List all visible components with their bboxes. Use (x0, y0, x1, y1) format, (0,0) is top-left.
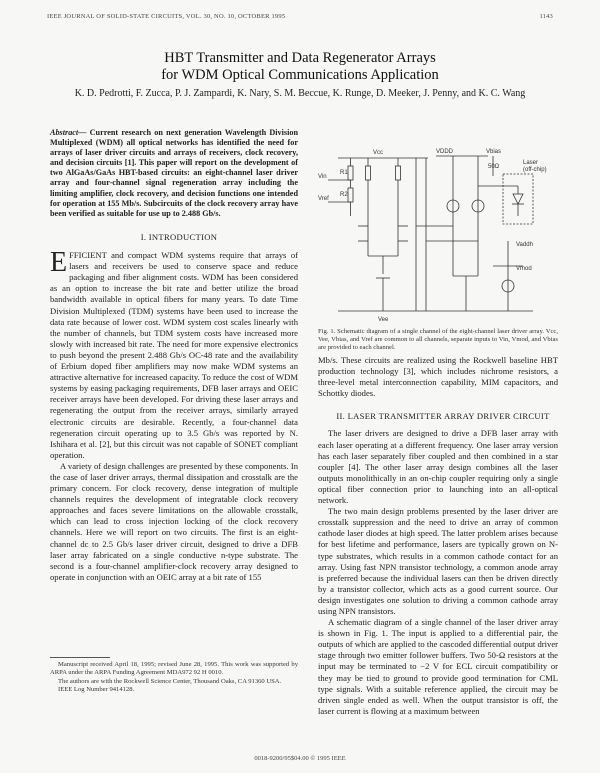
intro-paragraph-2: A variety of design challenges are presented by these components. In the case of laser driver arrays, thermal dissipation and crosstalk are the primary concern. For clock recovery, dense integration of multiple channels requires the development of integratable clock recovery approaches and faces severe limitations on the allowable crosstalk, which can lead to cross injection locking of the clock recovery channels. Here we will report on two circuits. The first is an eight-channel dc to 2.5 Gb/s laser driver circuit, designed to drive a DFB laser array fabricated on a single conductive n-type substrate. The second is a four-channel amplifier-clock recovery array designed to operate in conjunction with an OEIC array at a bit rate of 155 (50, 460, 298, 582)
footnote-manuscript: Manuscript received April 18, 1995; revised June 28, 1995. This work was supported by ARPA under the ARPA Funding Agreement MDA972 92 H 0010. (50, 661, 298, 677)
author-list: K. D. Pedrotti, F. Zucca, P. J. Zampardi, K. Nary, S. M. Beccue, K. Runge, D. Meeker, J. Penny, and K. C. Wang (74, 88, 526, 99)
footnote-affiliation: The authors are with the Rockwell Science Center, Thousand Oaks, CA 91360 USA. (58, 677, 282, 685)
footnotes (50, 661, 298, 695)
copyright-line: 0018-9200/95$04.00 © 1995 IEEE (254, 755, 346, 762)
label-vref: Vref (318, 196, 329, 202)
left-column (50, 232, 298, 583)
label-r1: R1 (340, 170, 348, 176)
title-line-2: for WDM Optical Communications Application (161, 67, 439, 83)
label-vmod: Vmod (516, 266, 532, 272)
title-line-1: HBT Transmitter and Data Regenerator Arrays (164, 50, 436, 66)
label-vddd: VDDD (436, 149, 454, 155)
load-resistor-2 (396, 166, 401, 180)
label-vaddh: Vaddh (516, 242, 533, 248)
label-vbias: Vbias (486, 149, 502, 155)
section-2-heading: II. LASER TRANSMITTER ARRAY DRIVER CIRCUIT (336, 411, 550, 422)
intro-heading: I. INTRODUCTION (140, 232, 218, 242)
drop-cap: E (50, 247, 68, 279)
input-resistor-2 (348, 188, 353, 202)
running-header (47, 13, 553, 20)
abstract-text: Current research on next generation Wavelength Division Multiplexed (WDM) all optical networks has identified the need for arrays of laser driver circuits and arrays of receivers, clock recovery, and decision circuits [1]. This paper will report on the development of two AlGaAs/GaAs HBT-based circuits: an eight-channel laser driver array and four-channel signal regeneration array including the limiting amplifier, clock recovery, and decision functions one intended for operation at 155 Mb/s. Subcircuits of the clock recovery array have been verified as suitable for use up to 2.488 Gb/s. (50, 128, 298, 218)
label-laser: Laser (523, 160, 539, 166)
section-2-paragraph-3: A schematic diagram of a single channel of the laser driver array is shown in Fig. 1. The input is applied to a differential pair, the outputs of which are applied to the cascoded differential output driver stage through two emitter follower buffers. Two 50-Ω resistors at the input may be terminated to −2 V for ECL circuit compatibility or they may be tied to ground to provide good termination for CML type signals. With a suitable reference applied, the circuit may be driven single ended as well. When the output transistor is off, the laser current is flowing at a maximum between (318, 617, 558, 716)
fig1-caption: Fig. 1. Schematic diagram of a single channel of the eight-channel laser driver array. Vcc, Vee, Vbias, and Vref are common to all channels, separate inputs to Vin, Vmod, and Vbias are provided to each channel. (318, 328, 558, 352)
label-vin: Vin (318, 174, 327, 180)
footnote-log-number: IEEE Log Number 9414128. (58, 686, 135, 694)
paper-title (0, 50, 600, 84)
laser-diode-symbol (513, 194, 523, 204)
footnote-rule (50, 657, 110, 658)
abstract-label: Abstract— (50, 128, 87, 137)
right-column (318, 355, 558, 717)
abstract (50, 128, 298, 219)
label-vee: Vee (378, 317, 389, 323)
section-2-paragraph-2: The two main design problems presented by the laser driver are crosstalk suppression and the need to drive an array of common cathode laser diodes at high speed. The latter problem arises because for best lifetime and performance, lasers are typically grown on N-type substrates, which results in a common cathode contact for an array. Using fast NPN transistor technology, a common anode array is preferred because the individual lasers can then be driven directly by a transistor collector, which acts as a good current source. Our design investigates one solution to driving a common cathode array using NPN transistors. (318, 506, 558, 616)
fig1-schematic (318, 146, 556, 324)
intro-continuation: Mb/s. These circuits are realized using the Rockwell baseline HBT production technology [3], which includes nichrome resistors, a three-level metal interconnection capability, MIM capacitors, and Schottky diodes. (318, 355, 558, 399)
laser-offchip-box (503, 174, 533, 224)
label-r2: R2 (340, 192, 348, 198)
journal-header: IEEE JOURNAL OF SOLID-STATE CIRCUITS, VOL. 30, NO. 10, OCTOBER 1995 (47, 13, 286, 20)
input-resistor-1 (348, 166, 353, 180)
load-resistor-1 (366, 166, 371, 180)
label-vcc: Vcc (373, 150, 384, 156)
section-2-paragraph-1: The laser drivers are designed to drive a DFB laser array with each laser operating at a different frequency. One laser array version has each laser separately fiber coupled and then combined in a star coupler [4]. The other laser array design combines all the laser outputs monolithically in an on-chip coupler requiring only a single optical fiber connection prior to launching into an all-optical network. (318, 428, 558, 506)
page-number: 1143 (539, 13, 553, 20)
label-50ohm: 50Ω (488, 164, 500, 170)
label-offchip: (off-chip) (523, 167, 547, 173)
intro-paragraph-1 (50, 247, 298, 461)
intro-p1-text: FFICIENT and compact WDM systems require that arrays of lasers and receivers be used to conserve space and reduce packaging and fiber alignment costs. WDM has been considered as an option to increase the bit rate and better utilize the broad bandwidth available in optical fibers for many years. To date Time Division Multiplexed (TDM) systems have been used to increase the data rate because of lower cost. WDM system cost scales linearly with the number of channels, but TDM system costs have increased more slowly with increased bit rate. The need for more expensive electronics to push beyond the present 2.488 Gb/s OC-48 rate and the availability of Erbium doped fiber amplifiers may now make WDM systems an attractive alternative for increased capacity. To reduce the cost of WDM systems by easing packaging requirements, DFB laser arrays and OEIC receiver arrays have been developed. For driving these laser arrays and regenerating the output from the receiver arrays, similarly arrayed electronic circuits are desirable. Recently, a four-channel data regeneration circuit operating up to 3.5 Gb/s was reported by N. Ishihara et al. [2], but this circuit was not capable of SONET compliant operation. (50, 250, 298, 460)
